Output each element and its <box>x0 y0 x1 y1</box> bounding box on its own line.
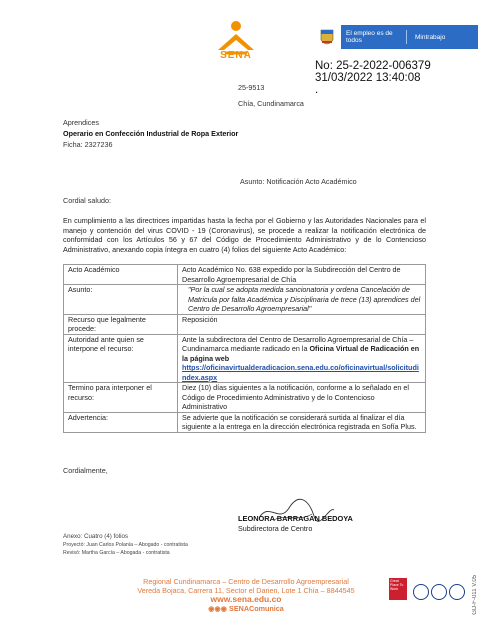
letter-code: 25-9513 <box>238 83 265 92</box>
row-label: Advertencia: <box>64 412 178 432</box>
signer-name: LEONORA BARRAGAN BEDOYA <box>238 514 353 523</box>
row-label: Termino para interponer el recurso: <box>64 383 178 413</box>
row-value: Acto Académico No. 638 expedido por la Subdirección del Centro de Desarrollo Agroempresarial de Chía <box>178 265 426 285</box>
footer-line2: Vereda Bojaca, Carrera 11, Sector el Darien, Lote 1 Chía – 8844545 <box>137 586 355 595</box>
program-name: Operario en Confección Industrial de Ropa Exterior <box>63 129 239 138</box>
closing: Cordialmente, <box>63 466 108 475</box>
row-label: Recurso que legalmente procede: <box>64 314 178 334</box>
colombia-coat-of-arms-icon <box>317 26 337 50</box>
social-handle[interactable]: SENAComunica <box>229 604 284 613</box>
row-value-bold: Oficina Virtual de Radicación en la página web <box>182 344 420 363</box>
row-value: Se advierte que la notificación se considerará surtida al finalizar el día siguiente a la entrega en la dirección electrónica registrada en Sofía Plus. <box>178 412 426 432</box>
greeting: Cordial saludo: <box>63 196 111 205</box>
row-value <box>178 334 426 383</box>
footer-line1: Regional Cundinamarca – Centro de Desarrollo Agroempresarial <box>143 577 349 586</box>
table-row <box>64 334 426 383</box>
table-row <box>64 412 426 432</box>
radicado-number: No: 25-2-2022-006379 <box>315 60 431 72</box>
mintrabajo-banner <box>341 25 478 49</box>
footer-social <box>0 604 492 613</box>
document-code: GD-F-011 V.05 <box>472 575 478 615</box>
row-value-text: Ante la subdirectora del Centro de Desarrollo Agroempresarial de Chía – Cundinamarca mediante radicado en la <box>182 334 414 353</box>
row-value: Reposición <box>178 314 426 334</box>
social-icons: ◉◉◉ <box>208 604 230 613</box>
annex-block <box>63 533 188 557</box>
ficha: Ficha: 2327236 <box>63 140 113 149</box>
row-label: Acto Académico <box>64 265 178 285</box>
annex-anexo: Anexo: Cuatro (4) folios <box>63 533 128 540</box>
signer-title: Subdirectora de Centro <box>238 524 313 533</box>
table-row <box>64 383 426 413</box>
sena-label: SENA <box>220 50 252 61</box>
certification-icon <box>431 584 447 600</box>
annex-reviso: Revisó: Martha García – Abogada - contratista <box>63 550 170 556</box>
subject-line: Asunto: Notificación Acto Académico <box>240 177 357 186</box>
row-value: "Por la cual se adopta medida sancionatoria y ordena Cancelación de Matricula por falta Académica y Disciplinaria de trece (13) aprendices del Centro de Desarrollo Agroempresarial" <box>178 285 426 315</box>
oficina-virtual-link[interactable]: https://oficinavirtualderadicacion.sena.edu.co/oficinavirtual/solicitudindex.aspx <box>182 363 419 382</box>
certification-icon <box>413 584 429 600</box>
row-label: Asunto: <box>64 285 178 315</box>
annex-proyecto: Proyectó: Juan Carlos Polanía – Abogado - contratista <box>63 542 188 548</box>
row-label: Autoridad ante quien se interpone el recurso: <box>64 334 178 383</box>
radicado-datetime: 31/03/2022 13:40:08 <box>315 72 421 84</box>
great-place-to-work-badge: Great Place To Work <box>389 578 407 600</box>
row-value: Diez (10) días siguientes a la notificación, conforme a lo señalado en el Código de Procedimiento Administrativo y de lo Contencioso Administrativo <box>178 383 426 413</box>
footer-web-link[interactable]: www.sena.edu.co <box>210 594 282 604</box>
acto-academico-table <box>63 264 426 433</box>
table-row <box>64 265 426 285</box>
mintrabajo-slogan: El empleo es de todos <box>341 30 407 44</box>
radicado-stamp <box>315 60 431 96</box>
body-paragraph: En cumplimiento a las directrices impartidas hasta la fecha por el Gobierno y las Autoridades Nacionales para el manejo y contención del virus COVID - 19 (Coronavirus), se procede a realizar la notificación electrónica de conformidad con los Artículos 56 y 67 del Código de Procedimiento Administrativo y de lo Contencioso Administrativo, anexando copia íntegra en cuatro (4) folios del siguiente Acto Académico: <box>63 216 426 254</box>
table-row <box>64 285 426 315</box>
radicado-dot: . <box>315 84 319 96</box>
recipient-title: Aprendices <box>63 118 99 127</box>
mintrabajo-label: Mintrabajo <box>415 33 446 41</box>
certification-icon <box>449 584 465 600</box>
place-date: Chía, Cundinamarca <box>238 99 304 108</box>
table-row <box>64 314 426 334</box>
